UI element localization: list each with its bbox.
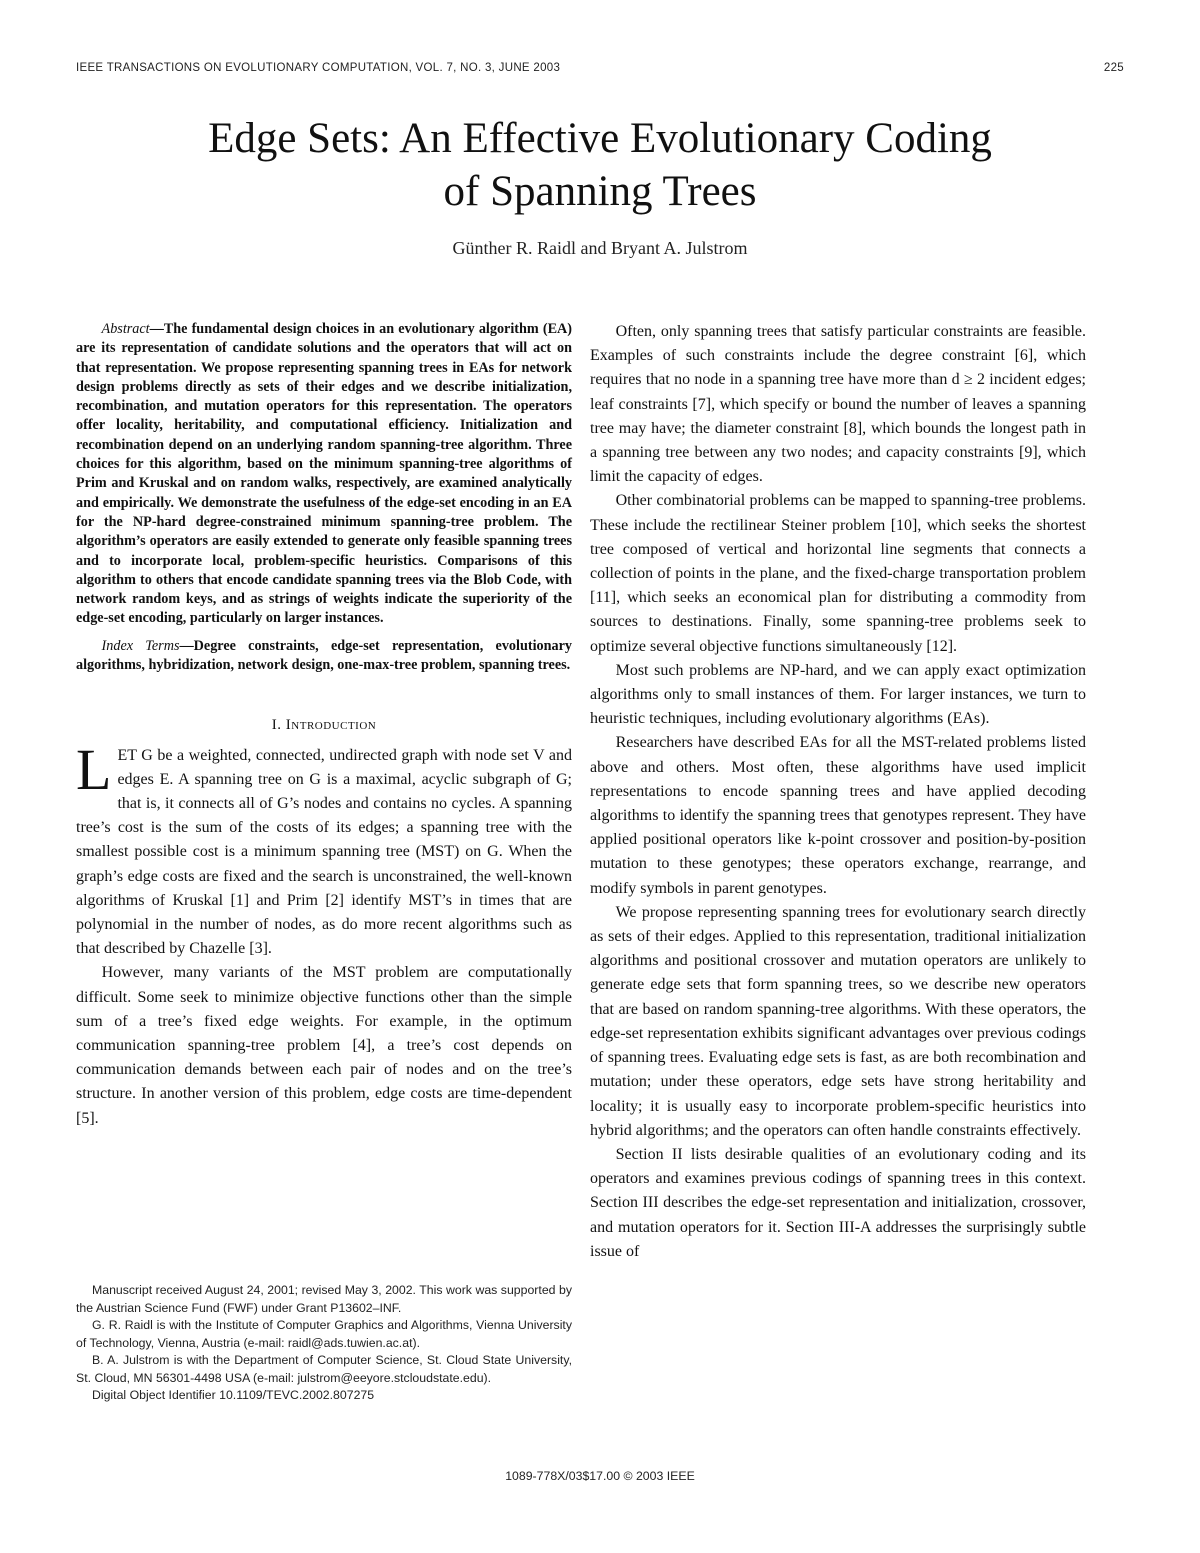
right-paragraph-4: Researchers have described EAs for all the MST-related problems listed above and others. Most often, these algorithms have used implicit representations to encode spanning trees and have applied decoding algorithms to identify the spanning trees that genotypes represent. They have applied positional operators like k-point crossover and position-by-position mutation to these genotypes; these operators exchange, rearrange, and modify symbols in parent genotypes. [590, 734, 1086, 897]
index-terms-label: Index Terms [101, 637, 180, 654]
left-column [76, 320, 572, 1131]
footnote-julstrom: B. A. Julstrom is with the Department of Computer Science, St. Cloud State University, St. Cloud, MN 56301-4498 USA (e-mail: julstrom@eeyore.stcloudstate.edu). [76, 1353, 572, 1385]
copyright-line: 1089-778X/03$17.00 © 2003 IEEE [505, 1469, 695, 1483]
running-head [76, 62, 1124, 74]
intro-paragraph-2: However, many variants of the MST problem are computationally difficult. Some seek to minimize objective functions other than the simple sum of a tree’s fixed edge weights. For example, in the optimum communication spanning-tree problem [4], a tree’s cost depends on communication demands between each pair of nodes and on the tree’s structure. In another version of this problem, edge costs are time-dependent [5]. [76, 964, 572, 1127]
index-terms [76, 637, 572, 676]
right-paragraph-5: We propose representing spanning trees for evolutionary search directly as sets of their edges. Applied to this representation, traditional initialization algorithms and positional crossover and mutation operators are unlikely to generate edge sets that form spanning trees, so we describe new operators that are based on random spanning-tree algorithms. With these operators, the edge-set representation exhibits significant advantages over previous codings of spanning trees. Evaluating edge sets is fast, as are both recombination and mutation; under these operators, edge sets have strong heritability and locality; it is usually easy to incorporate problem-specific heuristics into hybrid algorithms; and the operators can often handle constraints effectively. [590, 903, 1086, 1139]
drop-cap: L [76, 736, 112, 802]
index-terms-text: —Degree constraints, edge-set representation, evolutionary algorithms, hybridization, network design, one-max-tree problem, spanning trees. [76, 637, 572, 674]
footnote-doi: Digital Object Identifier 10.1109/TEVC.2002.807275 [91, 1388, 375, 1402]
footnote-manuscript: Manuscript received August 24, 2001; revised May 3, 2002. This work was supported by the Austrian Science Fund (FWF) under Grant P13602–INF. [76, 1283, 572, 1315]
intro-paragraph-1 [76, 736, 572, 962]
right-paragraph-3: Most such problems are NP-hard, and we can apply exact optimization algorithms only to small instances of them. For larger instances, we turn to heuristic techniques, including evolutionary algorithms (EAs). [590, 661, 1086, 728]
title-line-2: of Spanning Trees [443, 168, 757, 215]
abstract [76, 320, 572, 629]
footnote-raidl: G. R. Raidl is with the Institute of Computer Graphics and Algorithms, Vienna University of Technology, Vienna, Austria (e-mail: raidl@ads.tuwien.ac.at). [76, 1318, 572, 1350]
right-paragraph-1: Often, only spanning trees that satisfy particular constraints are feasible. Examples of such constraints include the degree constraint [6], which requires that no node in a spanning tree have more than d ≥ 2 incident edges; leaf constraints [7], which specify or bound the number of leaves a spanning tree may have; the diameter constraint [8], which bounds the longest path in a spanning tree between any two nodes; and capacity constraints [9], which limit the capacity of edges. [590, 323, 1086, 486]
section-title: Introduction [285, 717, 377, 734]
title-line-1: Edge Sets: An Effective Evolutionary Coding [208, 115, 992, 162]
page-number: 225 [1103, 62, 1124, 74]
journal-name: IEEE TRANSACTIONS ON EVOLUTIONARY COMPUTATION, VOL. 7, NO. 3, JUNE 2003 [76, 62, 561, 74]
section-heading [76, 713, 572, 737]
abstract-text: —The fundamental design choices in an evolutionary algorithm (EA) are its representation of candidate solutions and the operators that will act on that representation. We propose representing spanning trees in EAs for network design problems directly as sets of their edges and we describe initialization, recombination, and mutation operators for this representation. The operators offer locality, heritability, and computational efficiency. Initialization and recombination depend on an underlying random spanning-tree algorithm. Three choices for this algorithm, based on the minimum spanning-tree algorithms of Prim and Kruskal and on random walks, respectively, are examined analytically and empirically. We demonstrate the usefulness of the edge-set encoding in an EA for the NP-hard degree-constrained minimum spanning-tree problem. The algorithm’s operators are easily extended to generate only feasible spanning trees and to incorporate local, problem-specific heuristics. Comparisons of this algorithm to others that encode candidate spanning trees via the Blob Code, with network random keys, and as strings of weights indicate the superiority of the edge-set encoding, particularly on larger instances. [76, 321, 572, 627]
intro-paragraph-1-text: ET G be a weighted, connected, undirected graph with node set V and edges E. A spanning tree on G is a maximal, acyclic subgraph of G; that is, it connects all of G’s nodes and contains no cycles. A spanning tree’s cost is the sum of the costs of its edges; a spanning tree with the smallest possible cost is a minimum spanning tree (MST) on G. When the graph’s edge costs are fixed and the search is unconstrained, the well-known algorithms of Kruskal [1] and Prim [2] identify MST’s in times that are polynomial in the number of nodes, as do more recent algorithms such as that described by Chazelle [3]. [76, 746, 572, 958]
right-paragraph-2: Other combinatorial problems can be mapped to spanning-tree problems. These include the rectilinear Steiner problem [10], which seeks the shortest tree composed of vertical and horizontal line segments that connects a collection of points in the plane, and the fixed-charge transportation problem [11], which seeks an economical plan for distributing a commodity from sources to destinations. Finally, some spanning-tree problems seek to optimize several objective functions simultaneously [12]. [590, 492, 1086, 655]
author-list: Günther R. Raidl and Bryant A. Julstrom [452, 238, 748, 258]
paper-title [0, 112, 1200, 218]
abstract-label: Abstract [101, 321, 150, 337]
right-paragraph-6: Section II lists desirable qualities of an evolutionary coding and its operators and examines previous codings of spanning trees in this context. Section III describes the edge-set representation and initialization, crossover, and mutation operators for it. Section III-A addresses the surprisingly subtle issue of [590, 1145, 1086, 1260]
right-column [590, 320, 1086, 1264]
footnotes [76, 1282, 572, 1405]
section-numeral: I. [271, 717, 282, 734]
